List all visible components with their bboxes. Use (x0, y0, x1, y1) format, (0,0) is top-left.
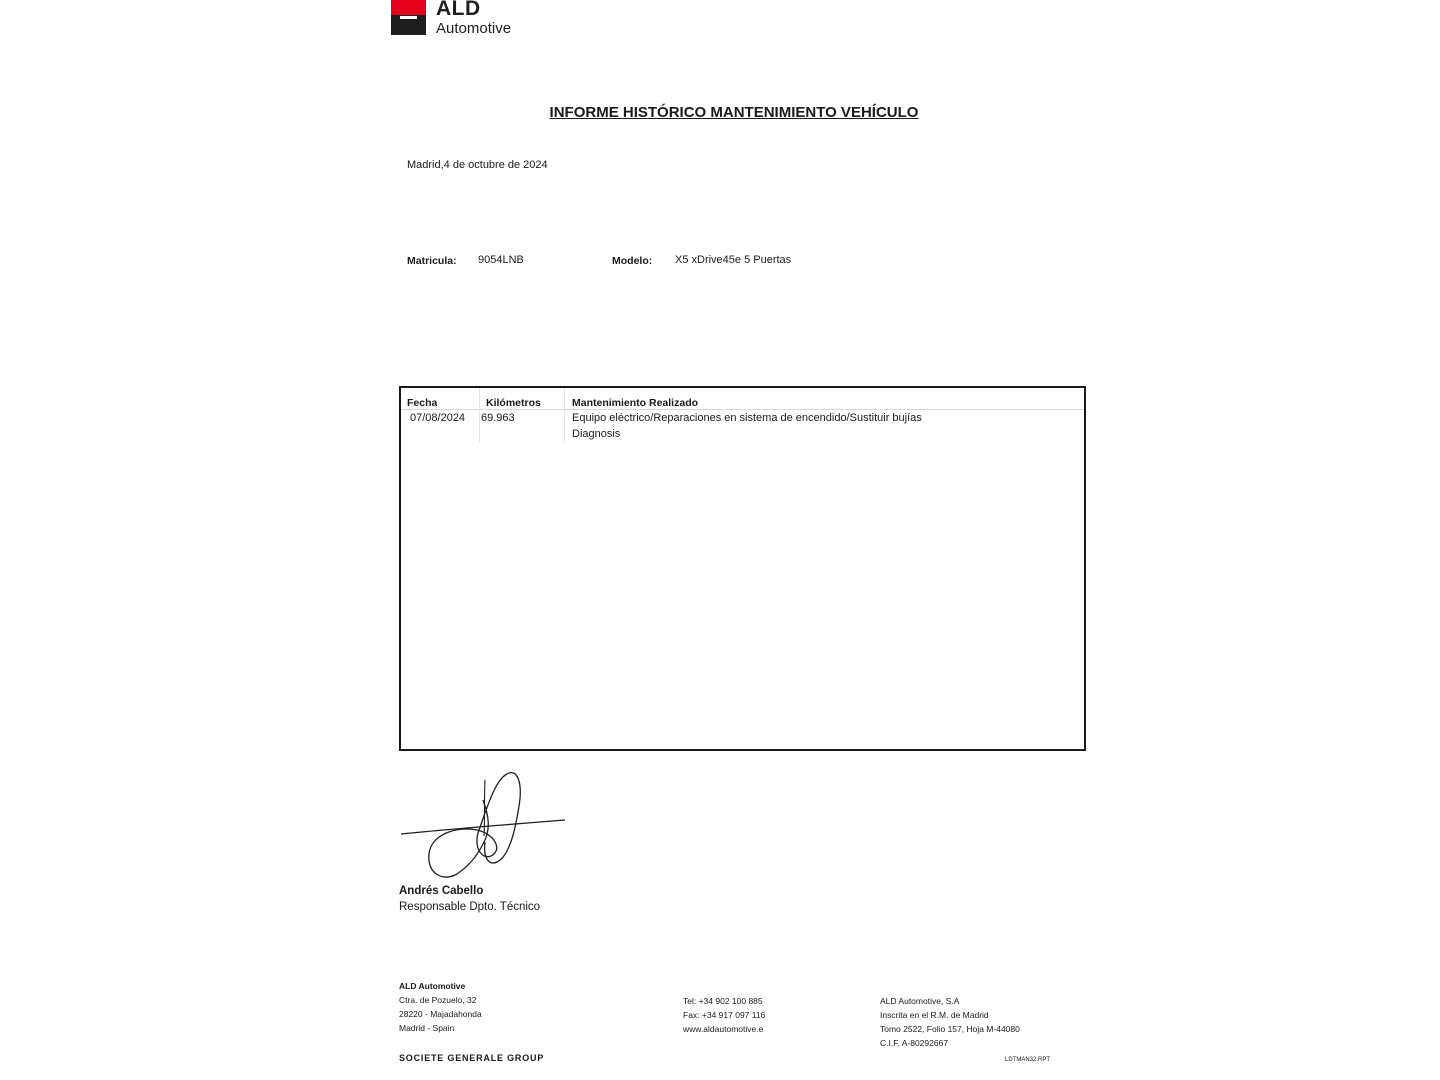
row-date: 07/08/2024 (410, 412, 466, 424)
header-maintenance: Mantenimiento Realizado (572, 397, 699, 409)
footer-address-line: Madrid - Spain (399, 1023, 455, 1033)
row-km: 69.963 (481, 412, 515, 424)
footer-registry-block (880, 994, 1020, 1050)
footer-address-line: 28220 - Majadahonda (399, 1009, 482, 1019)
header-km: Kilómetros (486, 397, 541, 409)
logo-mark-icon (391, 0, 426, 35)
place-date: Madrid,4 de octubre de 2024 (407, 159, 548, 171)
ald-automotive-logo (391, 0, 531, 40)
plate-label: Matricula: (407, 255, 457, 267)
row-maintenance-line: Diagnosis (572, 428, 621, 440)
footer-address-line: Ctra. de Pozuelo, 32 (399, 995, 477, 1005)
model-value: X5 xDrive45e 5 Puertas (675, 254, 792, 266)
page-title: INFORME HISTÓRICO MANTENIMIENTO VEHÍCULO (549, 104, 919, 121)
header-date: Fecha (407, 397, 438, 409)
footer-registry-line: ALD Automotive, S.A (880, 996, 960, 1006)
footer-address-block (399, 979, 482, 1035)
plate-value: 9054LNB (478, 254, 524, 266)
signatory-title: Responsable Dpto. Técnico (399, 901, 541, 913)
footer-registry-line: C.I.F. A-80292667 (880, 1038, 949, 1048)
row-maintenance-line: Equipo eléctrico/Reparaciones en sistema de encendido/Sustituir bujías (572, 412, 922, 424)
column-separator (564, 388, 565, 442)
footer-phone: Tel: +34 902 100 885 (683, 996, 763, 1006)
signatory-name: Andrés Cabello (399, 885, 484, 897)
document-code: LDTMAN32.RPT (1005, 1057, 1051, 1063)
maintenance-table (399, 386, 1086, 751)
signature-image (399, 770, 569, 882)
model-label: Modelo: (612, 255, 653, 267)
group-name: SOCIETE GENERALE GROUP (399, 1053, 545, 1063)
column-separator (479, 388, 480, 442)
logo-name: ALD (436, 0, 481, 20)
footer-registry-line: Tomo 2522, Folio 157, Hoja M-44080 (880, 1024, 1020, 1034)
logo-subtitle: Automotive (436, 20, 512, 37)
footer-registry-line: Inscrita en el R.M. de Madrid (880, 1010, 989, 1020)
footer-company: ALD Automotive (399, 981, 466, 991)
footer-fax: Fax: +34 917 097 116 (683, 1010, 766, 1020)
footer-website: www.aldautomotive.e (683, 1024, 764, 1034)
footer-contact-block (683, 994, 765, 1036)
